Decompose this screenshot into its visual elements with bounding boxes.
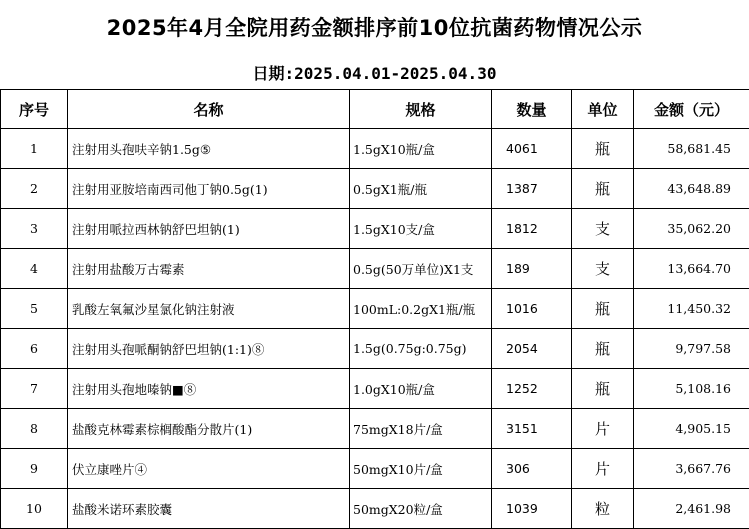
- drug-quantity: 189: [492, 249, 572, 289]
- drug-unit: 片: [572, 409, 634, 449]
- drug-amount: 5,108.16: [634, 369, 749, 409]
- drug-name: 伏立康唑片④: [68, 449, 350, 489]
- header-no: 序号: [1, 90, 68, 129]
- row-number: 2: [1, 169, 68, 209]
- drug-spec: 50mgX20粒/盒: [350, 489, 492, 529]
- drug-quantity: 2054: [492, 329, 572, 369]
- drug-quantity: 1039: [492, 489, 572, 529]
- drug-name: 盐酸克林霉素棕榈酸酯分散片(1): [68, 409, 350, 449]
- row-number: 6: [1, 329, 68, 369]
- drug-quantity: 4061: [492, 129, 572, 169]
- drug-quantity: 1812: [492, 209, 572, 249]
- drug-name: 注射用头孢地嗪钠■⑧: [68, 369, 350, 409]
- drug-amount: 58,681.45: [634, 129, 749, 169]
- drug-spec: 1.0gX10瓶/盒: [350, 369, 492, 409]
- drug-amount: 3,667.76: [634, 449, 749, 489]
- drug-quantity: 1252: [492, 369, 572, 409]
- row-number: 5: [1, 289, 68, 329]
- drug-quantity: 306: [492, 449, 572, 489]
- drug-unit: 片: [572, 449, 634, 489]
- drug-unit: 粒: [572, 489, 634, 529]
- drug-name: 注射用亚胺培南西司他丁钠0.5g(1): [68, 169, 350, 209]
- drug-amount: 43,648.89: [634, 169, 749, 209]
- drug-name: 注射用头孢呋辛钠1.5g⑤: [68, 129, 350, 169]
- drug-spec: 1.5gX10支/盒: [350, 209, 492, 249]
- table-row: [1, 209, 749, 249]
- drug-unit: 瓶: [572, 289, 634, 329]
- row-number: 9: [1, 449, 68, 489]
- date-range: 日期:2025.04.01-2025.04.30: [0, 54, 749, 90]
- header-amount: 金额（元）: [634, 90, 749, 129]
- table-row: [1, 489, 749, 529]
- row-number: 7: [1, 369, 68, 409]
- drug-unit: 瓶: [572, 329, 634, 369]
- drug-name: 注射用头孢哌酮钠舒巴坦钠(1:1)⑧: [68, 329, 350, 369]
- drug-quantity: 1387: [492, 169, 572, 209]
- drug-spec: 0.5gX1瓶/瓶: [350, 169, 492, 209]
- drug-unit: 瓶: [572, 169, 634, 209]
- drug-spec: 100mL:0.2gX1瓶/瓶: [350, 289, 492, 329]
- drug-amount: 11,450.32: [634, 289, 749, 329]
- drug-quantity: 1016: [492, 289, 572, 329]
- drug-spec: 0.5g(50万单位)X1支: [350, 249, 492, 289]
- drug-unit: 支: [572, 249, 634, 289]
- report-title: 2025年4月全院用药金额排序前10位抗菌药物情况公示: [106, 16, 643, 40]
- drug-name: 注射用盐酸万古霉素: [68, 249, 350, 289]
- drug-amount: 9,797.58: [634, 329, 749, 369]
- header-spec: 规格: [350, 90, 492, 129]
- drug-spec: 1.5gX10瓶/盒: [350, 129, 492, 169]
- row-number: 3: [1, 209, 68, 249]
- drug-name: 乳酸左氧氟沙星氯化钠注射液: [68, 289, 350, 329]
- antibiotic-ranking-table: [0, 89, 749, 529]
- table-header-row: [1, 90, 749, 129]
- table-row: [1, 249, 749, 289]
- drug-amount: 2,461.98: [634, 489, 749, 529]
- table-row: [1, 329, 749, 369]
- drug-amount: 13,664.70: [634, 249, 749, 289]
- drug-name: 盐酸米诺环素胶囊: [68, 489, 350, 529]
- row-number: 10: [1, 489, 68, 529]
- header-name: 名称: [68, 90, 350, 129]
- table-row: [1, 289, 749, 329]
- header-unit: 单位: [572, 90, 634, 129]
- drug-amount: 4,905.15: [634, 409, 749, 449]
- row-number: 4: [1, 249, 68, 289]
- drug-spec: 1.5g(0.75g:0.75g): [350, 329, 492, 369]
- drug-spec: 50mgX10片/盒: [350, 449, 492, 489]
- drug-name: 注射用哌拉西林钠舒巴坦钠(1): [68, 209, 350, 249]
- row-number: 1: [1, 129, 68, 169]
- drug-quantity: 3151: [492, 409, 572, 449]
- row-number: 8: [1, 409, 68, 449]
- drug-unit: 瓶: [572, 129, 634, 169]
- table-row: [1, 369, 749, 409]
- drug-amount: 35,062.20: [634, 209, 749, 249]
- drug-unit: 瓶: [572, 369, 634, 409]
- drug-spec: 75mgX18片/盒: [350, 409, 492, 449]
- table-row: [1, 409, 749, 449]
- table-row: [1, 129, 749, 169]
- table-row: [1, 449, 749, 489]
- table-row: [1, 169, 749, 209]
- header-quantity: 数量: [492, 90, 572, 129]
- drug-unit: 支: [572, 209, 634, 249]
